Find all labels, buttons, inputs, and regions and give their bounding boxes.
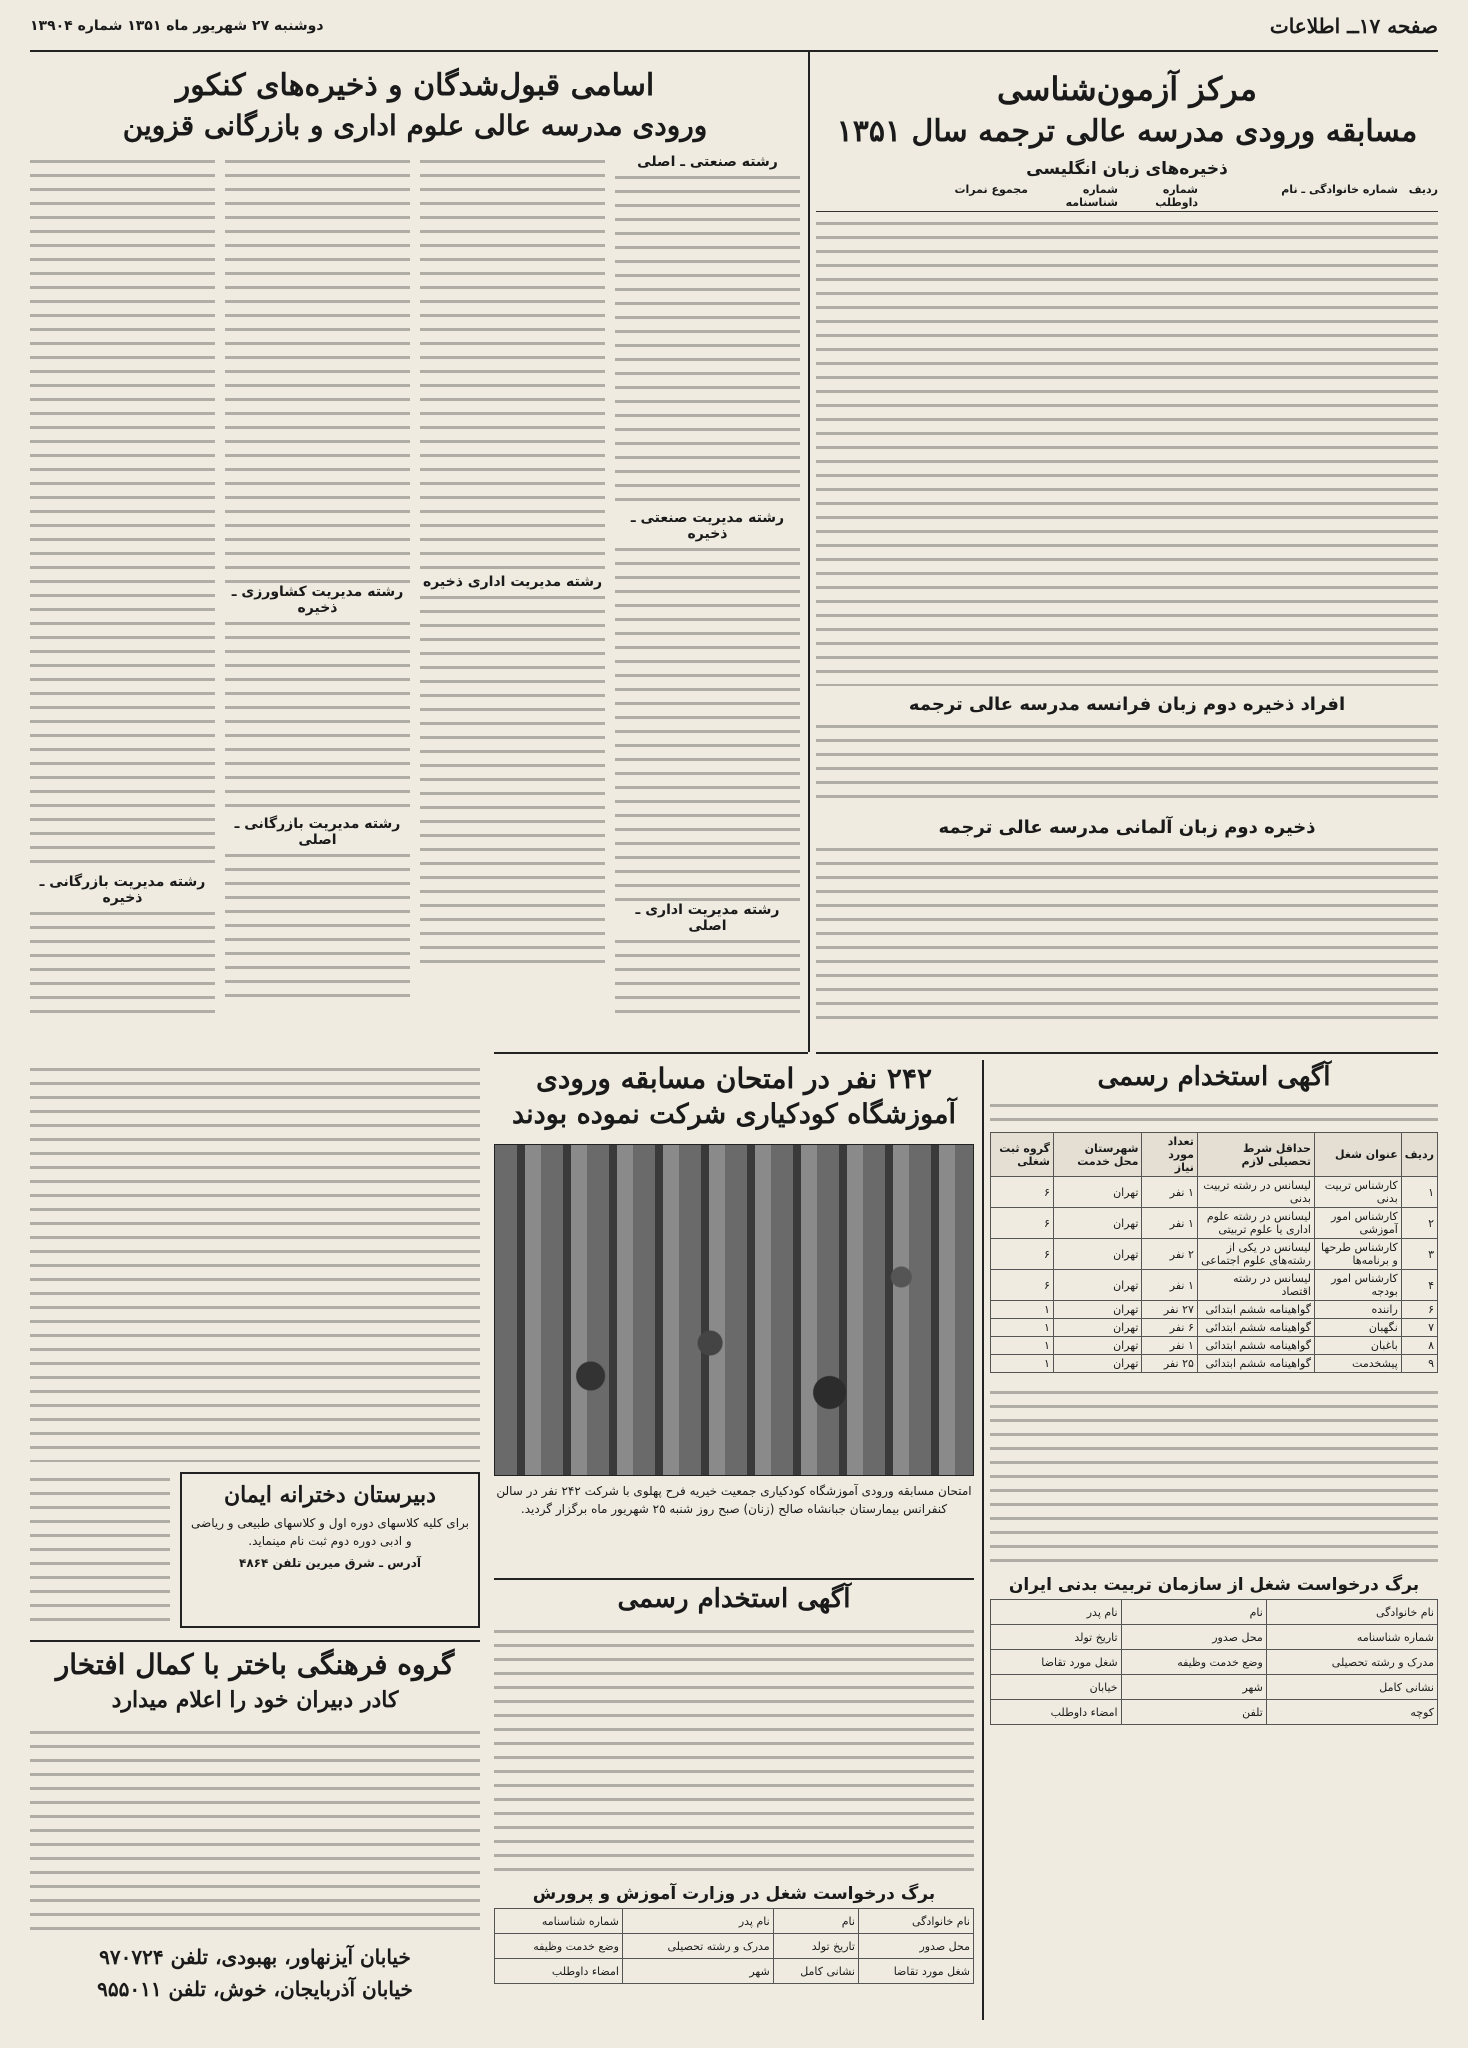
recruit-middle: [494, 1584, 974, 2024]
col-id: شماره شناسنامه: [1065, 183, 1118, 209]
cell: ۶: [991, 1177, 1054, 1208]
name-column: [30, 154, 215, 1034]
col-score: مجموع نمرات: [954, 183, 1028, 196]
german-reserve-heading: ذخیره دوم زبان آلمانی مدرسه عالی ترجمه: [938, 817, 1316, 838]
form-field: نام پدر: [622, 1909, 773, 1934]
cell: کارشناس امور بودجه: [1314, 1270, 1401, 1301]
section-heading: رشته مدیریت بازرگانی ـ ذخیره: [39, 874, 206, 906]
cell: راننده: [1314, 1301, 1401, 1319]
cell: ۶: [991, 1239, 1054, 1270]
jobs-col: شهرستان محل خدمت: [1053, 1133, 1141, 1177]
recruit-middle-body: [494, 1624, 974, 1874]
name-list: [615, 170, 800, 510]
form-field: نشانی کامل: [773, 1959, 858, 1984]
name-column: [225, 154, 410, 1034]
name-column: [615, 154, 800, 1034]
cell: تهران: [1053, 1270, 1141, 1301]
jobs-col: گروه ثبت شغلی: [991, 1133, 1054, 1177]
section-heading: رشته صنعتی ـ اصلی: [637, 154, 778, 170]
name-list: [225, 848, 410, 998]
left-article-title-1: اسامی قبول‌شدگان و ذخیره‌های کنکور: [175, 68, 655, 103]
middle-recruit-rule: [494, 1578, 974, 1580]
bakhtar-teacher-list: [30, 1725, 480, 1935]
bakhtar-rule: [30, 1640, 480, 1642]
form-field: شهر: [1121, 1675, 1266, 1700]
cell: ۶: [1401, 1301, 1437, 1319]
cell: ۲ نفر: [1142, 1239, 1197, 1270]
form-field: امضاء داوطلب: [495, 1959, 623, 1984]
results-column-headers: [816, 183, 1438, 212]
cell: پیشخدمت: [1314, 1355, 1401, 1373]
form-field: تاریخ تولد: [991, 1625, 1122, 1650]
table-row: [991, 1337, 1438, 1355]
form-field: خیابان: [991, 1675, 1122, 1700]
name-list: [420, 154, 605, 574]
cell: گواهینامه ششم ابتدائی: [1197, 1301, 1314, 1319]
form-field: شماره شناسنامه: [495, 1909, 623, 1934]
cell: ۱ نفر: [1142, 1270, 1197, 1301]
application-form-middle: [494, 1908, 974, 1984]
section-heading: رشته مدیریت بازرگانی ـ اصلی: [234, 816, 401, 848]
english-reserve-list: [816, 216, 1438, 686]
section-heading: رشته مدیریت کشاورزی ـ ذخیره: [231, 584, 404, 616]
cell: کارشناس تربیت بدنی: [1314, 1177, 1401, 1208]
recruit-middle-title: آگهی استخدام رسمی: [617, 1584, 851, 1614]
name-list: [30, 906, 215, 1016]
cell: ۲: [1401, 1208, 1437, 1239]
german-reserve-list: [816, 842, 1438, 1022]
right-article-title-1: مرکز آزمون‌شناسی: [996, 70, 1258, 108]
cell: ۱: [1401, 1177, 1437, 1208]
form-field: شغل مورد تقاضا: [991, 1650, 1122, 1675]
table-row: [991, 1355, 1438, 1373]
cell: لیسانس در یکی از رشته‌های علوم اجتماعی: [1197, 1239, 1314, 1270]
jobs-table: [990, 1132, 1438, 1373]
cell: تهران: [1053, 1177, 1141, 1208]
cell: ۱: [991, 1319, 1054, 1337]
name-column: [420, 154, 605, 1034]
cell: تهران: [1053, 1319, 1141, 1337]
left-article-columns: [30, 154, 800, 1034]
form-field: کوچه: [1266, 1700, 1437, 1725]
cell: ۶ نفر: [1142, 1319, 1197, 1337]
cell: ۷: [1401, 1319, 1437, 1337]
iman-side-text-block: [30, 1472, 170, 1628]
name-list: [615, 542, 800, 902]
jobs-col: عنوان شغل: [1314, 1133, 1401, 1177]
bakhtar-phone-2: خیابان آذربایجان، خوش، تلفن ۹۵۵۰۱۱: [97, 1977, 413, 2001]
cell: لیسانس در رشته علوم اداری یا علوم تربیتی: [1197, 1208, 1314, 1239]
recruit-middle-form-title: برگ درخواست شغل در وزارت آموزش و پرورش: [532, 1884, 936, 1904]
french-reserve-list: [816, 719, 1438, 809]
exam-article-title-1: ۲۴۲ نفر در امتحان مسابقه ورودی: [535, 1062, 933, 1095]
left-article: [30, 60, 800, 1060]
exam-article-title-2: آموزشگاه کودکیاری شرکت نموده بودند: [512, 1099, 956, 1130]
page-label: صفحه ۱۷ــ اطلاعات: [1269, 14, 1438, 38]
recruit-right-form-title: برگ درخواست شغل از سازمان تربیت بدنی ایران: [1008, 1575, 1420, 1595]
cell: ۱: [991, 1355, 1054, 1373]
name-list: [30, 154, 215, 874]
iman-school-title: دبیرستان دخترانه ایمان: [224, 1482, 436, 1508]
form-field: مدرک و رشته تحصیلی: [622, 1934, 773, 1959]
right-article: [816, 60, 1438, 1045]
form-field: تاریخ تولد: [773, 1934, 858, 1959]
bakhtar-title: گروه فرهنگی باختر با کمال افتخار: [55, 1648, 455, 1681]
form-field: نام خانوادگی: [1266, 1600, 1437, 1625]
cell: ۱ نفر: [1142, 1177, 1197, 1208]
name-list: [615, 934, 800, 1014]
cell: ۶: [991, 1270, 1054, 1301]
bakhtar-subtitle: کادر دبیران خود را اعلام میدارد: [111, 1687, 399, 1713]
cell: ۱: [991, 1301, 1054, 1319]
recruit-right-title: آگهی استخدام رسمی: [1097, 1062, 1331, 1092]
cell: ۹: [1401, 1355, 1437, 1373]
name-list: [225, 154, 410, 584]
cell: تهران: [1053, 1337, 1141, 1355]
section-heading: رشته مدیریت اداری ـ اصلی: [635, 902, 780, 934]
cell: ۱ نفر: [1142, 1208, 1197, 1239]
cell: کارشناس امور آموزشی: [1314, 1208, 1401, 1239]
cell: ۳: [1401, 1239, 1437, 1270]
recruit-right-conditions: [990, 1385, 1438, 1565]
exam-hall-photo: [494, 1144, 974, 1476]
col-name: شماره خانوادگی ـ نام: [1281, 183, 1398, 196]
table-row: [991, 1208, 1438, 1239]
french-reserve-heading: افراد ذخیره دوم زبان فرانسه مدرسه عالی ترجمه: [908, 694, 1346, 715]
exam-article: [494, 1062, 974, 1582]
table-row: [991, 1301, 1438, 1319]
form-field: مدرک و رشته تحصیلی: [1266, 1650, 1437, 1675]
application-form-right: [990, 1599, 1438, 1725]
iman-school-ad: [180, 1472, 480, 1628]
table-row: [991, 1239, 1438, 1270]
form-field: محل صدور: [858, 1934, 973, 1959]
cell: تهران: [1053, 1301, 1141, 1319]
table-row: [991, 1177, 1438, 1208]
col-row: ردیف: [1408, 183, 1438, 196]
form-field: وضع خدمت وظیفه: [495, 1934, 623, 1959]
cell: گواهینامه ششم ابتدائی: [1197, 1355, 1314, 1373]
english-reserve-heading: ذخیره‌های زبان انگلیسی: [1026, 159, 1228, 179]
form-field: امضاء داوطلب: [991, 1700, 1122, 1725]
name-list: [420, 590, 605, 970]
iman-school-address: آدرس ـ شرق میرین تلفن ۴۸۶۴: [239, 1556, 421, 1570]
section-heading: رشته مدیریت صنعتی ـ ذخیره: [630, 510, 785, 542]
cell: ۸: [1401, 1337, 1437, 1355]
col-applicant: شماره داوطلب: [1155, 183, 1198, 209]
table-row: [991, 1319, 1438, 1337]
cell: تهران: [1053, 1208, 1141, 1239]
form-field: محل صدور: [1121, 1625, 1266, 1650]
cell: گواهینامه ششم ابتدائی: [1197, 1337, 1314, 1355]
cell: گواهینامه ششم ابتدائی: [1197, 1319, 1314, 1337]
left-article-title-2: ورودی مدرسه عالی علوم اداری و بازرگانی قزوین: [122, 109, 708, 142]
cell: تهران: [1053, 1355, 1141, 1373]
form-field: نام خانوادگی: [858, 1909, 973, 1934]
table-row: [991, 1270, 1438, 1301]
cell: تهران: [1053, 1239, 1141, 1270]
form-field: شغل مورد تقاضا: [858, 1959, 973, 1984]
iman-school-body: برای کلیه کلاسهای دوره اول و کلاسهای طبیعی و ریاضی و ادبی دوره دوم ثبت نام مینماید.: [191, 1516, 469, 1548]
form-field: شماره شناسنامه: [1266, 1625, 1437, 1650]
form-field: تلفن: [1121, 1700, 1266, 1725]
cell: نگهبان: [1314, 1319, 1401, 1337]
form-field: شهر: [622, 1959, 773, 1984]
mid-rule-middle: [494, 1052, 808, 1054]
cell: لیسانس در رشته اقتصاد: [1197, 1270, 1314, 1301]
mid-rule-right: [816, 1052, 1438, 1054]
cell: کارشناس طرحها و برنامه‌ها: [1314, 1239, 1401, 1270]
right-article-title-2: مسابقه ورودی مدرسه عالی ترجمه سال ۱۳۵۱: [836, 114, 1418, 149]
jobs-table-header: [991, 1133, 1438, 1177]
cell: ۱ نفر: [1142, 1337, 1197, 1355]
form-field: نام: [1121, 1600, 1266, 1625]
left-lower-text-block: [30, 1062, 480, 1462]
photo-caption: امتحان مسابقه ورودی آموزشگاه کودکیاری جمعیت خیریه فرح پهلوی با شرکت ۲۴۲ نفر در سالن کنفرانس بیمارستان جبانشاه صالح (زنان) صبح روز شنبه ۲۵ شهریور ماه برگزار گردید.: [496, 1484, 972, 1516]
section-heading: رشته مدیریت اداری ذخیره: [422, 574, 603, 590]
bakhtar-ad: [30, 1648, 480, 2028]
cell: لیسانس در رشته تربیت بدنی: [1197, 1177, 1314, 1208]
form-field: نام: [773, 1909, 858, 1934]
cell: ۶: [991, 1208, 1054, 1239]
left-lower-text: [30, 1062, 480, 1462]
masthead-rule: [30, 50, 1438, 52]
cell: ۲۷ نفر: [1142, 1301, 1197, 1319]
recruit-right: [990, 1062, 1438, 2022]
form-field: وضع خدمت وظیفه: [1121, 1650, 1266, 1675]
cell: ۱: [991, 1337, 1054, 1355]
masthead: [30, 14, 1438, 44]
cell: ۴: [1401, 1270, 1437, 1301]
form-field: نشانی کامل: [1266, 1675, 1437, 1700]
date-line: دوشنبه ۲۷ شهریور ماه ۱۳۵۱ شماره ۱۳۹۰۴: [30, 18, 324, 34]
cell: باغبان: [1314, 1337, 1401, 1355]
iman-side-text: [30, 1472, 170, 1628]
form-field: نام پدر: [991, 1600, 1122, 1625]
column-divider-main: [808, 52, 810, 1052]
jobs-col: تعداد مورد نیاز: [1142, 1133, 1197, 1177]
jobs-col: حداقل شرط تحصیلی لازم: [1197, 1133, 1314, 1177]
column-divider-lower: [982, 1060, 984, 2020]
bakhtar-phone-1: خیابان آیزنهاور، بهبودی، تلفن ۹۷۰۷۲۴: [99, 1945, 411, 1969]
recruit-right-intro: [990, 1098, 1438, 1126]
cell: ۲۵ نفر: [1142, 1355, 1197, 1373]
jobs-col: ردیف: [1401, 1133, 1437, 1177]
name-list: [225, 616, 410, 816]
